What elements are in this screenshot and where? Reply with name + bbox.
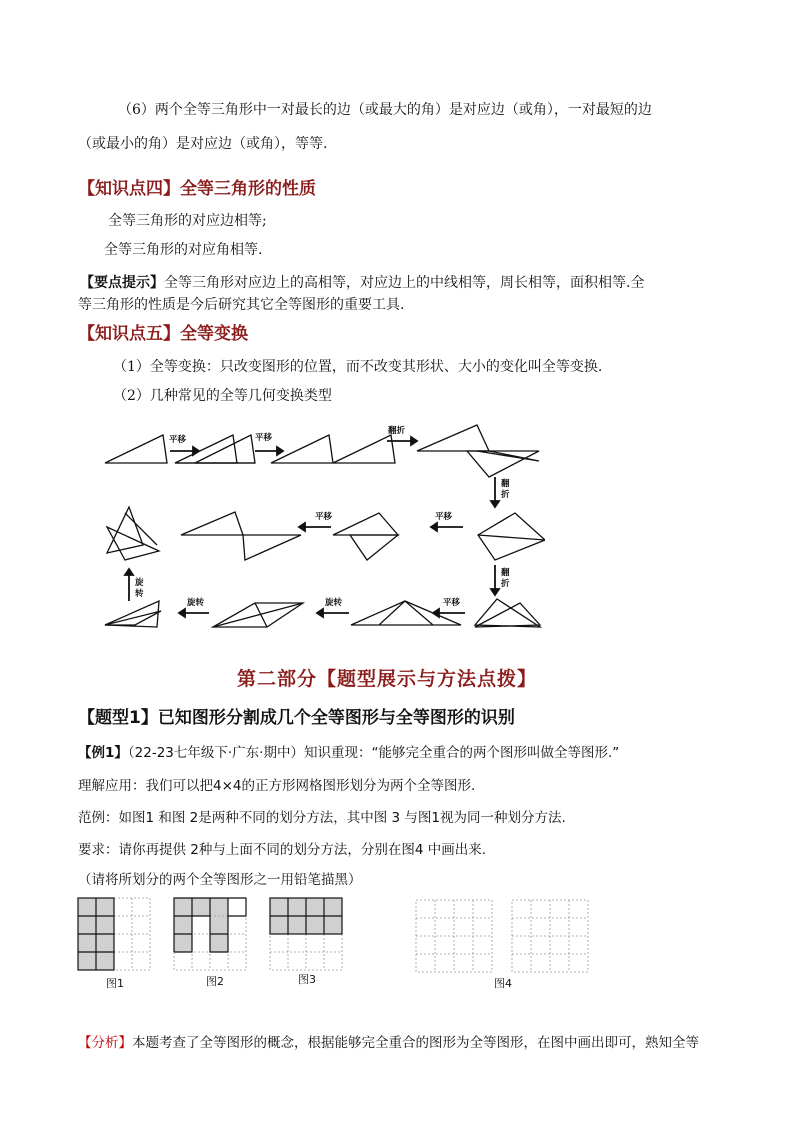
label-flip-3b: 折 [501, 579, 510, 589]
part2-title: 第二部分【题型展示与方法点拨】 [237, 668, 538, 690]
label-translate-1: 平移 [169, 435, 187, 445]
label-translate-5: 平移 [443, 598, 461, 608]
analysis-text: 本题考查了全等图形的概念，根据能够完全重合的图形为全等图形，在图中画出即可，熟知全等 [132, 1035, 699, 1051]
label-translate-4: 平移 [315, 512, 333, 522]
tip-line2: 等三角形的性质是今后研究其它全等图形的重要工具. [78, 297, 405, 313]
para6-line1: （6）两个全等三角形中一对最长的边（或最大的角）是对应边（或角），一对最短的边 [118, 102, 652, 118]
kp4-line2: 全等三角形的对应角相等. [104, 242, 263, 258]
figure4-grid-a [416, 900, 492, 972]
shape-mid-a [333, 513, 398, 535]
kp5-heading-text: 全等变换 [180, 324, 248, 344]
kp5-heading-bracket: 【知识点五】 [78, 324, 180, 344]
label-rotate-3b: 转 [135, 589, 144, 599]
kp5-heading [78, 322, 248, 346]
grid-figures [76, 895, 596, 995]
label-translate-2: 平移 [255, 433, 273, 443]
kp5-line1: （1）全等变换：只改变图形的位置，而不改变其形状、大小的变化叫全等变换. [113, 359, 603, 375]
shape-row3-right-a [475, 599, 540, 627]
label-flip-1: 翻折 [388, 426, 406, 436]
type1-title: 【题型1】已知图形分割成几个全等图形与全等图形的识别 [78, 708, 515, 728]
figure4-grid-b [512, 900, 588, 972]
shape-left-b [243, 535, 301, 560]
example1-line4: 要求：请你再提供 2种与上面不同的划分方法，分别在图4 中画出来. [78, 842, 487, 858]
triangle-original [105, 435, 167, 463]
figure3-grid [270, 898, 342, 970]
figure1-grid [78, 898, 150, 970]
shape-mid-b [350, 535, 398, 560]
figure3-caption: 图3 [298, 973, 316, 986]
analysis-line [78, 1033, 699, 1053]
example1-label: 【例1】 [78, 745, 128, 761]
triangle-separated-b [333, 435, 395, 463]
label-flip-2b: 折 [501, 490, 510, 500]
figure4-caption: 图4 [494, 977, 512, 990]
para6-line2: （或最小的角）是对应边（或角），等等. [78, 136, 328, 152]
label-rotate-2: 旋转 [187, 598, 205, 608]
label-rotate-1: 旋转 [325, 598, 343, 608]
shape-flip-down [478, 513, 545, 560]
tip-text: 全等三角形对应边上的高相等，对应边上的中线相等，周长相等，面积相等.全 [164, 275, 645, 291]
shape-left-a [181, 512, 243, 535]
kp4-heading [78, 177, 316, 201]
example1-line3: 范例：如图1 和图 2是两种不同的划分方法，其中图 3 与图1视为同一种划分方法. [78, 810, 566, 826]
tip-label: 【要点提示】 [80, 275, 164, 291]
example1-line1 [78, 743, 619, 763]
figure1-caption: 图1 [106, 977, 124, 990]
example1-source: （22-23七年级下·广东·期中）知识重现：“能够完全重合的两个图形叫做全等图形.” [127, 745, 620, 761]
figure2-grid [174, 898, 246, 970]
example1-line2: 理解应用：我们可以把4×4的正方形网格图形划分为两个全等图形. [78, 778, 476, 794]
example1-line5: （请将所划分的两个全等图形之一用铅笔描黑） [78, 872, 362, 888]
shape-star-b [107, 527, 159, 560]
label-rotate-3a: 旋 [135, 578, 144, 588]
kp4-heading-bracket: 【知识点四】 [78, 179, 180, 199]
kp5-line2: （2）几种常见的全等几何变换类型 [113, 388, 332, 404]
label-flip-3a: 翻 [501, 568, 510, 578]
label-flip-2a: 翻 [501, 479, 510, 489]
triangle-flip-a [417, 425, 489, 451]
kp4-line1: 全等三角形的对应边相等; [108, 213, 267, 229]
tip-line1 [80, 273, 644, 293]
figure2-caption: 图2 [206, 975, 224, 988]
analysis-label: 【分析】 [78, 1035, 132, 1051]
kp4-heading-text: 全等三角形的性质 [180, 179, 316, 199]
transform-diagram [95, 415, 545, 640]
label-translate-3: 平移 [435, 512, 453, 522]
